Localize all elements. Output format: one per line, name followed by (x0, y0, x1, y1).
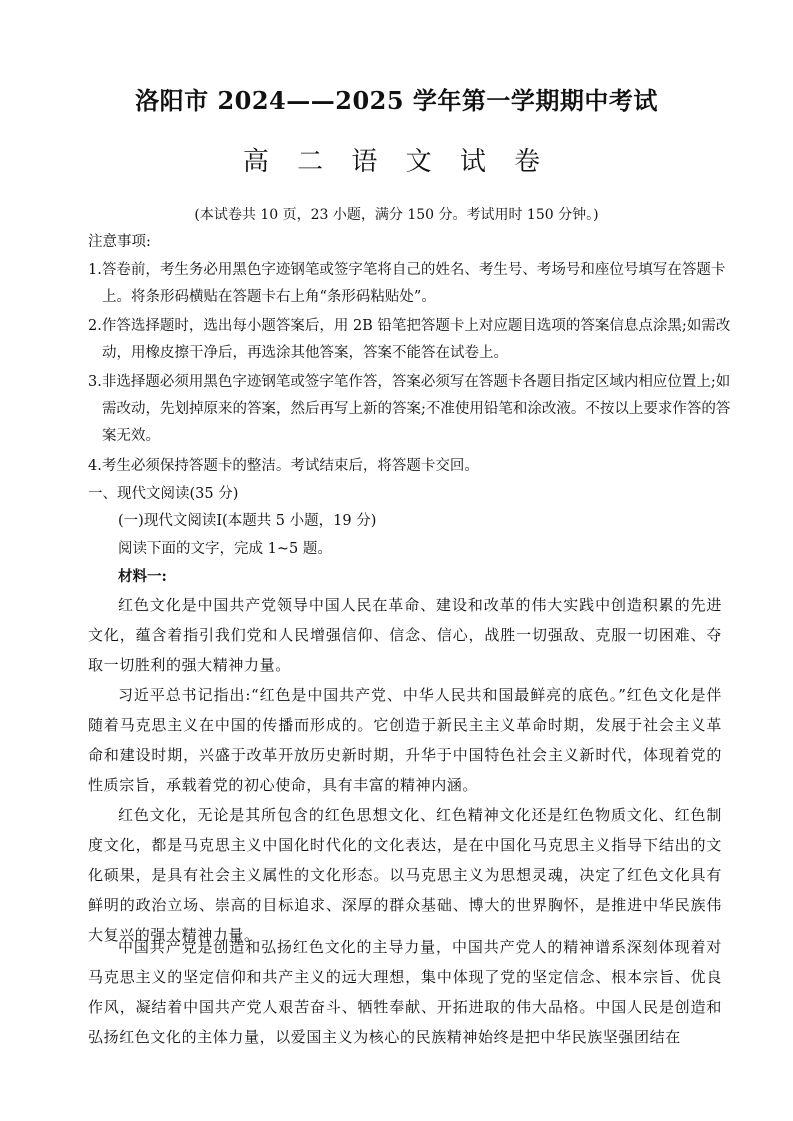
paragraph-4: 中国共产党是创造和弘扬红色文化的主导力量，中国共产党人的精神谱系深刻体现着对马克思主义的坚定信仰和共产主义的远大理想，集中体现了党的坚定信念、根本宗旨、优良作风，凝结着中国共产党人艰苦奋斗、牺牲奉献、开拓进取的伟大品格。中国人民是创造和弘扬红色文化的主体力量，以爱国主义为核心的民族精神始终是把中华民族坚强团结在 (88, 938, 722, 1046)
notice-item-3: 3.非选择题必须用黑色字迹钢笔或签字笔作答，答案必须写在答题卡各题目指定区域内相应位置上;如需改动，先划掉原来的答案，然后再写上新的答案;不准使用铅笔和涂改液。不按以上要求作答的答案无效。 (88, 374, 731, 444)
paragraph-2: 习近平总书记指出:“红色是中国共产党、中华人民共和国最鲜亮的底色。”红色文化是伴随着马克思主义在中国的传播而形成的。它创造于新民主主义革命时期，发展于社会主义革命和建设时期，兴盛于改革开放历史新时期，升华于中国特色社会主义新时代，体现着党的性质宗旨，承载着党的初心使命，具有丰富的精神内涵。 (88, 686, 722, 794)
reading-instruction: 阅读下面的文字，完成 1~5 题。 (118, 541, 332, 557)
paragraph-1: 红色文化是中国共产党领导中国人民在革命、建设和改革的伟大实践中创造积累的先进文化，蕴含着指引我们党和人民增强信仰、信念、信心，战胜一切强敌、克服一切困难、夺取一切胜利的强大精神力量。 (88, 596, 722, 674)
section-heading: 一、现代文阅读(35 分) (88, 486, 239, 502)
exam-title: 洛阳市 2024——2025 学年第一学期期中考试 (135, 86, 658, 115)
paragraph-3: 红色文化，无论是其所包含的红色思想文化、红色精神文化还是红色物质文化、红色制度文化，都是马克思主义中国化时代化的文化表达，是在中国化马克思主义指导下结出的文化硕果，是具有社会主义属性的文化形态。以马克思主义为思想灵魂，决定了红色文化具有鲜明的政治立场、崇高的目标追求、深厚的群众基础、博大的世界胸怀，是推进中华民族伟大复兴的强大精神力量。 (88, 806, 722, 944)
notice-heading: 注意事项: (88, 234, 151, 250)
notice-item-2: 2.作答选择题时，选出每小题答案后，用 2B 铅笔把答题卡上对应题目选项的答案信息点涂黑;如需改动，用橡皮擦干净后，再选涂其他答案，答案不能答在试卷上。 (88, 318, 731, 361)
notice-item-4: 4.考生必须保持答题卡的整洁。考试结束后，将答题卡交回。 (88, 458, 479, 474)
material-label: 材料一: (118, 568, 167, 585)
notice-item-1: 1.答卷前，考生务必用黑色字迹钢笔或签字笔将自己的姓名、考生号、考场号和座位号填写在答题卡上。将条形码横贴在答题卡右上角“条形码粘贴处”。 (88, 262, 726, 305)
exam-subtitle: 高 二 语 文 试 卷 (242, 147, 551, 177)
subsection-heading: (一)现代文阅读Ⅰ(本题共 5 小题，19 分) (118, 513, 377, 529)
exam-info: (本试卷共 10 页，23 小题，满分 150 分。考试用时 150 分钟。) (194, 207, 599, 223)
